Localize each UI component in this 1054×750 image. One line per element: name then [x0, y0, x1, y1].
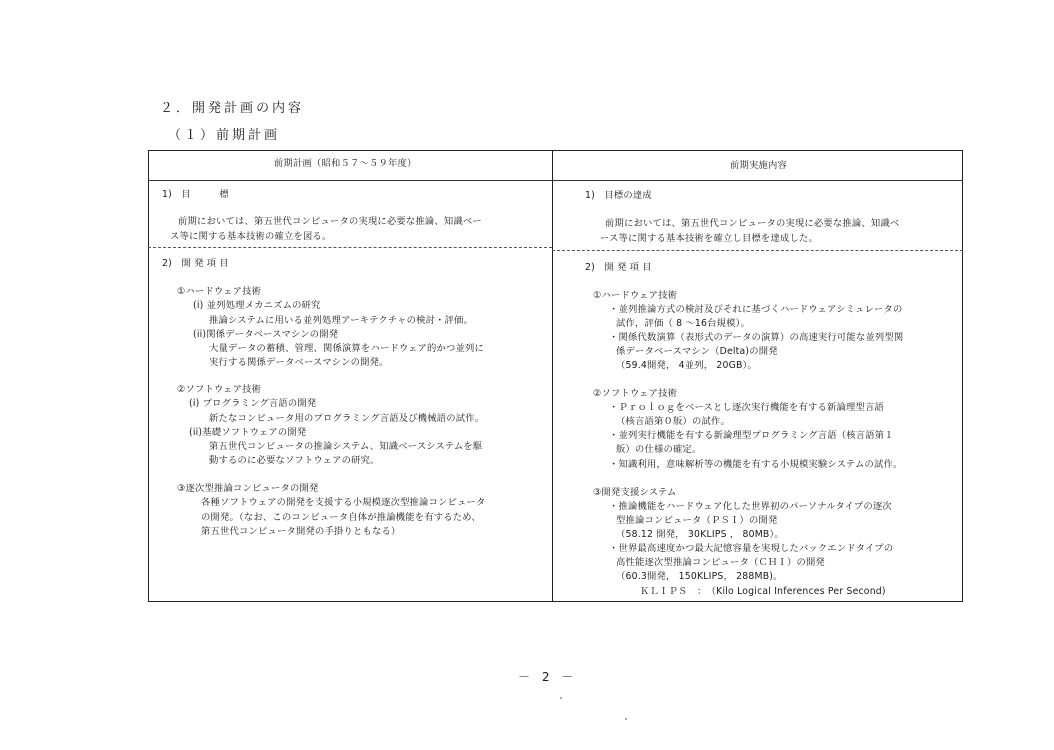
right-goal-line: 前期においては、第五世代コンピュータの実現に必要な推論、知識ベ [605, 218, 900, 229]
left-item-line: 第五世代コンピュータ開発の手掛りともなる） [201, 526, 401, 537]
right-item-line: ・推論機能をハードウェア化した世界初のパーソナルタイプの逐次 [609, 501, 892, 512]
right-item-line: ・並列実行機能を有する新論理型プログラミング言語（核言語第１ [609, 430, 894, 441]
left-item-sequential-computer: ③逐次型推論コンピュータの開発 [177, 483, 319, 494]
left-item-hardware: ①ハードウェア技術 [177, 286, 262, 297]
left-item-line: 大量データの蓄積、管理、関係演算をハードウェア的かつ並列に [209, 343, 485, 354]
right-goal-line: ース等に関する基本技術を確立し目標を達成した。 [600, 233, 818, 244]
left-item-line: (i) プログラミング言語の開発 [189, 398, 317, 409]
right-item-hardware: ①ハードウェア技術 [593, 290, 678, 301]
right-item-line: 係データベースマシン（Delta)の開発 [616, 346, 778, 357]
left-item-line: 動するのに必要なソフトウェアの研究。 [209, 455, 380, 466]
right-item-line: 型推論コンピュータ（ＰＳＩ）の開発 [616, 515, 778, 526]
right-item-line: ・知識利用，意味解析等の機能を有する小規模実験システムの試作。 [609, 459, 903, 470]
right-item-line: （60.3開発， 150KLIPS， 288MB)。 [616, 571, 783, 582]
left-column-header: 前期計画（昭和５７～５９年度） [274, 158, 417, 169]
subsection-heading: （１）前期計画 [168, 128, 281, 143]
scan-speck [625, 718, 627, 720]
right-item-line: ・並列推論方式の検討及びそれに基づくハードウェアシミュレータの [609, 304, 903, 315]
left-item-line: 推論システムに用いる並列処理アーキテクチャの検討・評価。 [209, 315, 474, 326]
right-item-line: （59.4開発， 4並列， 20GB）。 [616, 360, 757, 371]
table-section-divider-right [552, 250, 963, 251]
right-item-line: ・関係代数演算（表形式のデータの演算）の高速実行可能な並列型関 [609, 332, 904, 343]
left-items-title: 2) 開 発 項 目 [162, 258, 229, 269]
section-heading: ２．開発計画の内容 [160, 101, 305, 116]
left-item-line: の開発。（なお、このコンピュータ自体が推論機能を有するため、 [201, 512, 481, 523]
right-item-line: 高性能逐次型推論コンピュータ（ＣＨＩ）の開発 [616, 557, 825, 568]
table-column-divider [552, 150, 553, 602]
left-item-line: (i) 並列処理メカニズムの研究 [193, 300, 321, 311]
table-section-divider-left [148, 247, 552, 248]
page-number: － 2 － [518, 670, 578, 684]
left-item-line: (ii)基礎ソフトウェアの開発 [189, 427, 307, 438]
left-item-line: (ii)関係データベースマシンの開発 [193, 329, 339, 340]
right-column-header: 前期実施内容 [730, 160, 787, 171]
right-item-line: （58.12 開発， 30KLIPS ， 80MB）。 [616, 529, 784, 540]
left-goal-line: 前期においては、第五世代コンピュータの実現に必要な推論、知識ベー [178, 216, 482, 227]
left-goal-line: ス等に関する基本技術の確立を図る。 [170, 231, 332, 242]
right-goal-title: 1) 目標の達成 [585, 190, 652, 201]
left-goal-title: 1) 目 標 [162, 189, 229, 200]
left-item-software: ②ソフトウェア技術 [177, 384, 262, 395]
left-item-line: 第五世代コンピュータの推論システム、知識ベースシステムを駆 [209, 441, 483, 452]
scan-speck [560, 697, 562, 699]
klips-definition: ＫＬＩＰＳ ： （Kilo Logical Inferences Per Second) [640, 586, 886, 597]
right-item-line: 版）の仕様の確定。 [616, 444, 702, 455]
right-items-title: 2) 開 発 項 目 [585, 262, 652, 273]
right-item-software: ②ソフトウェア技術 [593, 388, 678, 399]
right-item-dev-support: ③開発支援システム [593, 487, 677, 498]
right-item-line: （核言語第０版）の試作。 [616, 416, 730, 427]
right-item-line: ・Ｐｒｏｌｏｇをベースとし逐次実行機能を有する新論理型言語 [609, 402, 884, 413]
left-item-line: 実行する関係データベースマシンの開発。 [209, 357, 389, 368]
table-header-rule [148, 180, 963, 181]
right-item-line: 試作，評価（ 8 ～16台規模）。 [616, 318, 750, 329]
left-item-line: 新たなコンピュータ用のプログラミング言語及び機械語の試作。 [209, 413, 485, 424]
left-item-line: 各種ソフトウェアの開発を支援する小規模逐次型推論コンピュータ [201, 497, 486, 508]
right-item-line: ・世界最高速度かつ最大記憶容量を実現したバックエンドタイプの [609, 543, 894, 554]
